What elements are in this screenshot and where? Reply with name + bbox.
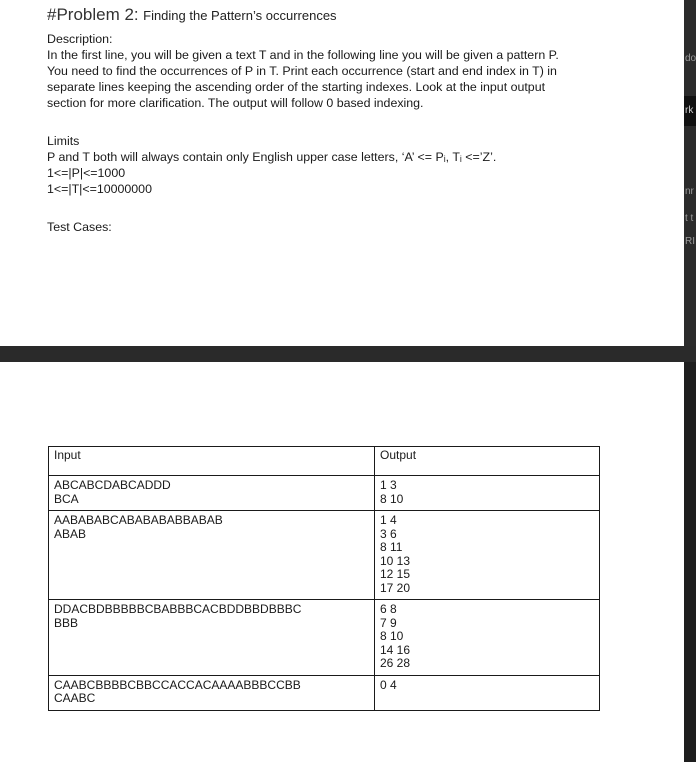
- output-line: 17 20: [380, 580, 411, 595]
- test-cases-label: Test Cases:: [47, 220, 112, 234]
- edge-fragment: t t: [685, 213, 694, 224]
- output-cell: [375, 511, 600, 600]
- description-section: [47, 31, 617, 111]
- table-header-row: [49, 447, 600, 476]
- output-cell: [375, 600, 600, 676]
- output-line: 3 6: [380, 526, 397, 541]
- description-label: Description:: [47, 32, 113, 46]
- output-cell: [375, 675, 600, 710]
- output-cell: [375, 476, 600, 511]
- edge-fragment: do: [685, 53, 696, 64]
- adjacent-window-edge-lower: [684, 362, 696, 762]
- table-row: [49, 600, 600, 676]
- limits-section: [47, 133, 617, 197]
- edge-fragment: nr: [685, 186, 694, 197]
- output-line: 7 9: [380, 615, 397, 630]
- output-line: 8 11: [380, 540, 403, 554]
- input-cell: [49, 511, 375, 600]
- problem-title-sub: Finding the Pattern’s occurrences: [143, 8, 337, 23]
- input-text-line: AABABABCABABABABBABAB: [54, 513, 223, 527]
- input-pattern-line: BBB: [54, 615, 79, 630]
- input-text-line: CAABCBBBBCBBCCACCACAAAABBBCCBB: [54, 677, 301, 692]
- description-line: separate lines keeping the ascending order of the starting indexes. Look at the input output: [47, 80, 546, 94]
- output-line: 6 8: [380, 602, 397, 616]
- output-line: 26 28: [380, 656, 411, 670]
- output-line: 8 10: [380, 491, 404, 506]
- output-line: 1 4: [380, 513, 397, 527]
- limits-line: 1<=|P|<=1000: [47, 166, 126, 180]
- problem-title-main: #Problem 2:: [47, 5, 139, 24]
- input-pattern-line: CAABC: [54, 691, 96, 705]
- output-line: 12 15: [380, 567, 411, 581]
- limits-label: Limits: [47, 134, 80, 148]
- description-line: In the first line, you will be given a text T and in the following line you will be given a pattern P.: [47, 48, 559, 62]
- limits-line: P and T both will always contain only English upper case letters, ‘A’ <= Pᵢ, Tᵢ <=’Z’.: [47, 150, 497, 164]
- input-text-line: DDACBDBBBBBCBABBBCACBDDBBDBBBC: [54, 602, 302, 616]
- input-cell: [49, 600, 375, 676]
- table-row: [49, 476, 600, 511]
- output-line: 0 4: [380, 677, 397, 692]
- header-input: Input: [49, 447, 375, 476]
- page-separator: [0, 346, 696, 362]
- input-pattern-line: BCA: [54, 491, 79, 506]
- output-line: 8 10: [380, 629, 404, 643]
- document-page-1: [0, 0, 684, 346]
- adjacent-window-edge: [684, 0, 696, 346]
- test-cases-table: [48, 446, 600, 711]
- limits-line: 1<=|T|<=10000000: [47, 182, 152, 196]
- input-text-line: ABCABCDABCADDD: [54, 478, 171, 492]
- header-output: Output: [375, 447, 600, 476]
- input-pattern-line: ABAB: [54, 526, 87, 541]
- edge-fragment: RI: [685, 236, 695, 247]
- output-line: 1 3: [380, 478, 397, 492]
- table-row: [49, 675, 600, 710]
- description-line: section for more clarification. The output will follow 0 based indexing.: [47, 96, 424, 110]
- table-row: [49, 511, 600, 600]
- edge-dark-block: [684, 96, 696, 126]
- input-cell: [49, 675, 375, 710]
- edge-fragment: rk: [685, 105, 694, 116]
- input-cell: [49, 476, 375, 511]
- document-page-2: [0, 362, 684, 762]
- problem-title: [47, 5, 337, 25]
- output-line: 10 13: [380, 553, 411, 568]
- description-line: You need to find the occurrences of P in T. Print each occurrence (start and end index in T) in: [47, 64, 557, 78]
- output-line: 14 16: [380, 642, 411, 657]
